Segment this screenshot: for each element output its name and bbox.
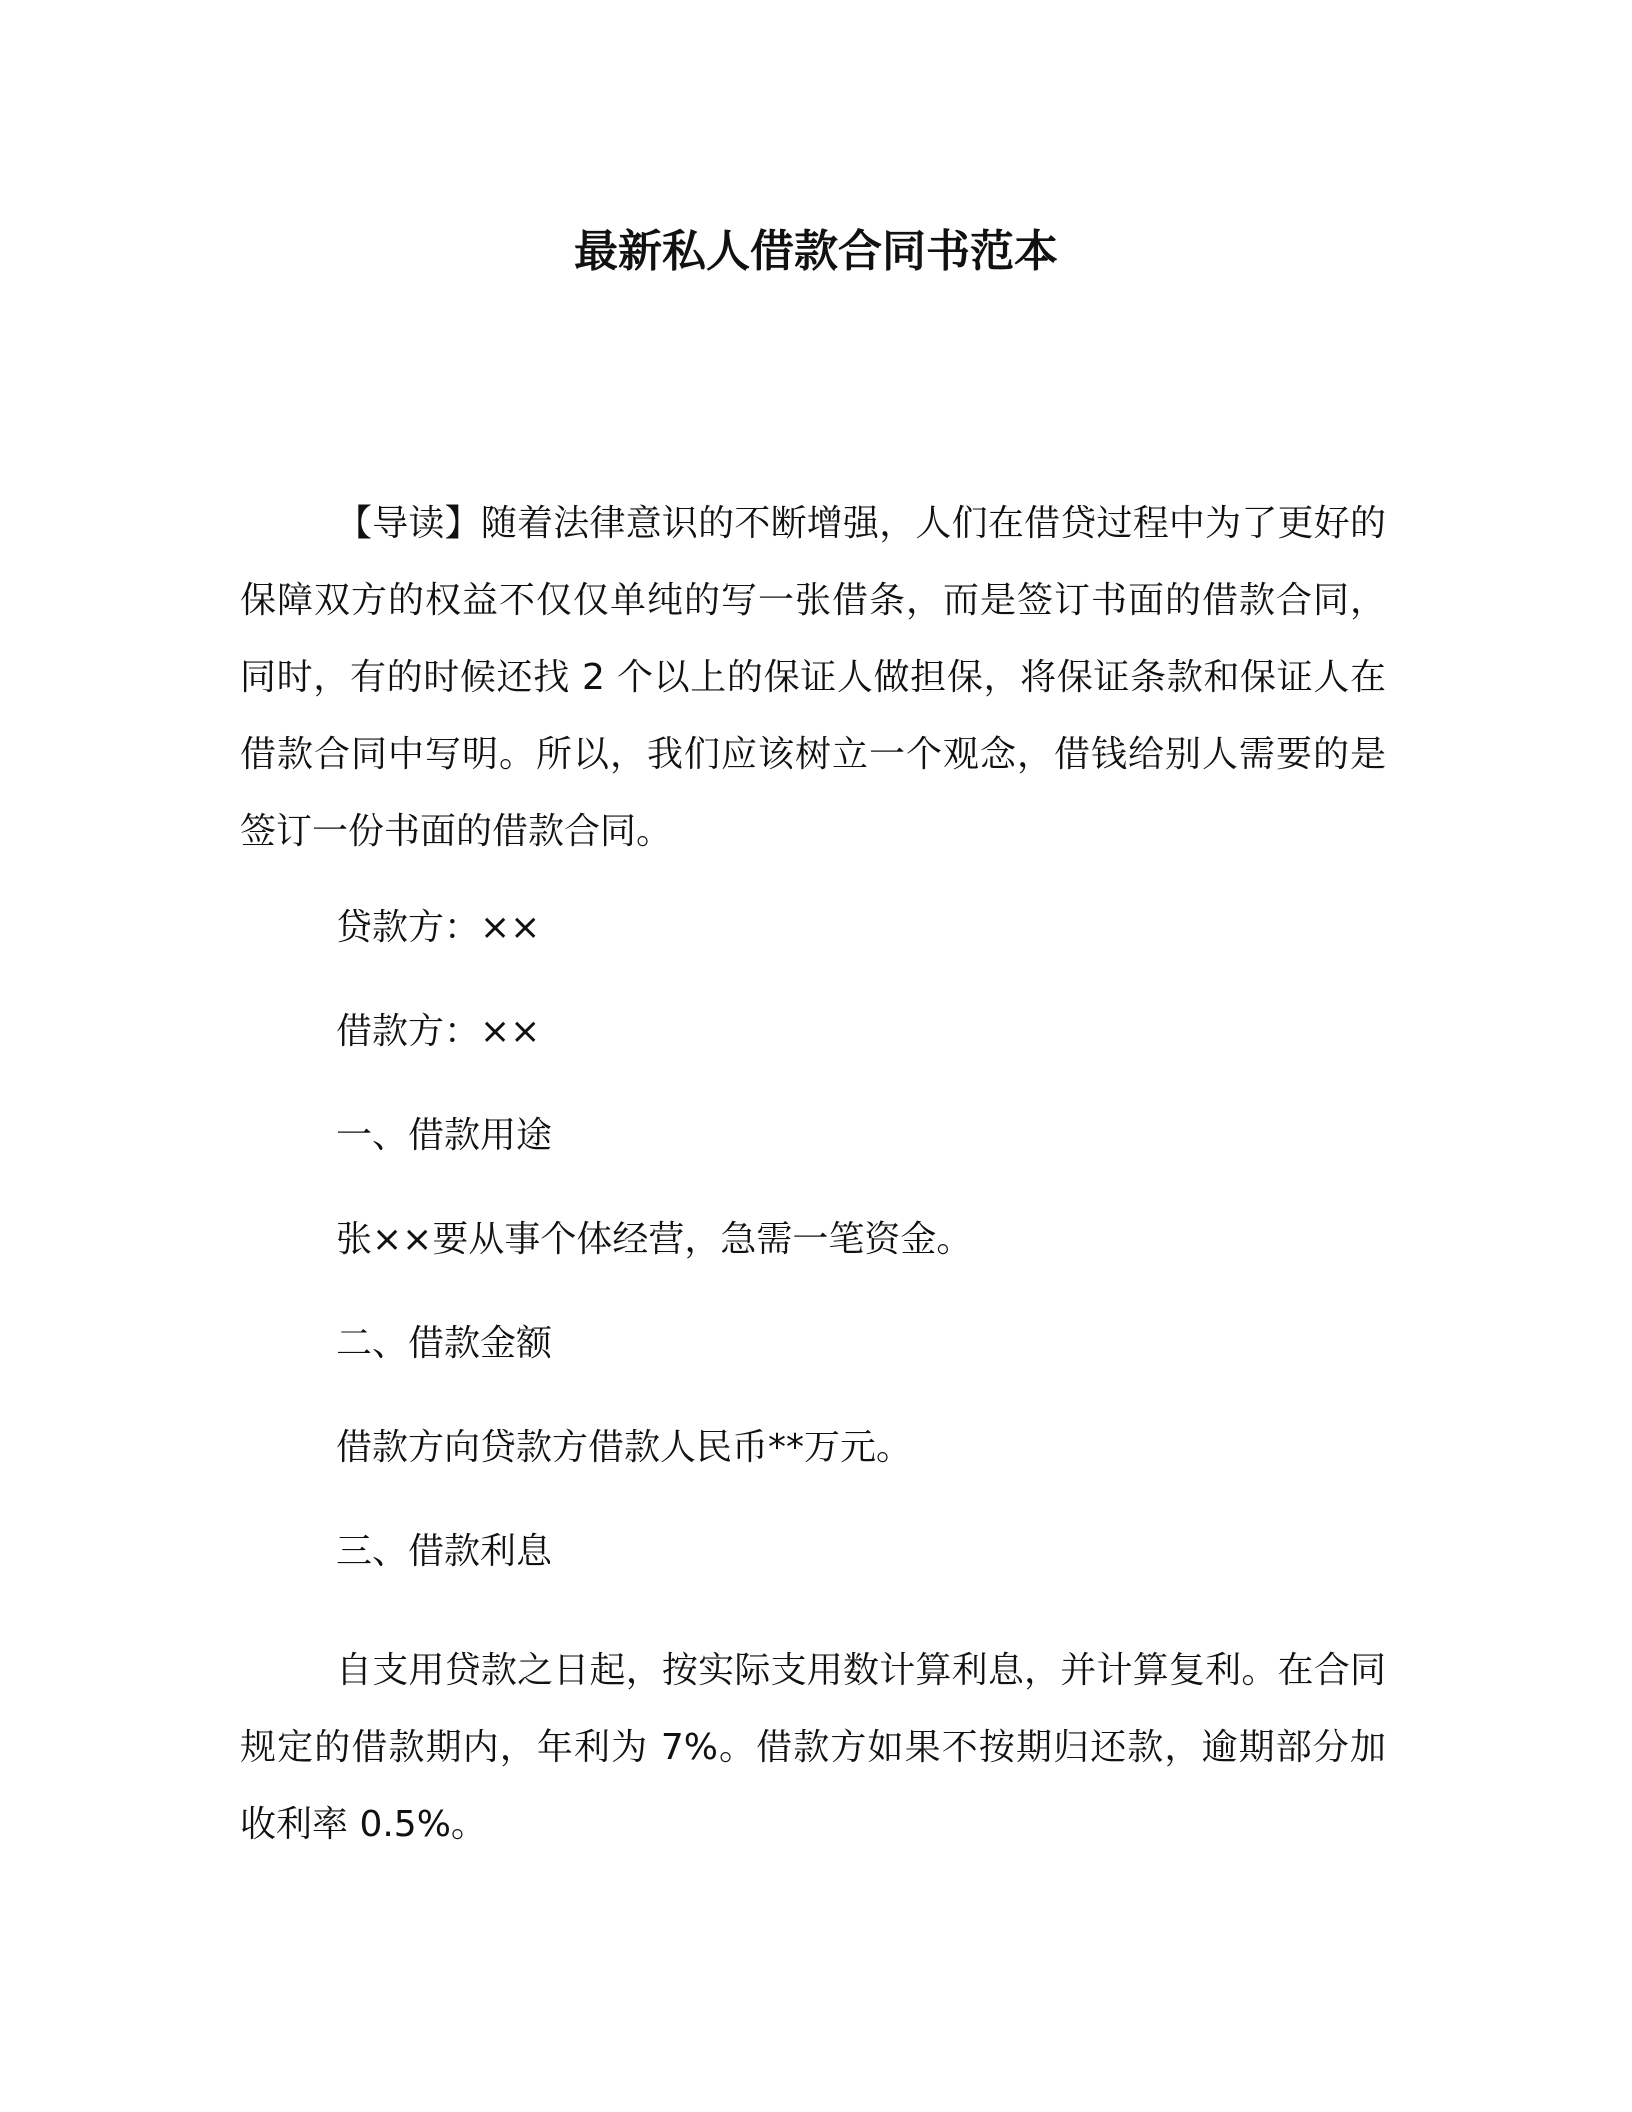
section-text-purpose: 张××要从事个体经营，急需一笔资金。 <box>336 1219 973 1260</box>
borrower-line: 借款方：×× <box>336 1011 541 1052</box>
parties-block <box>240 876 1386 1604</box>
section-text-interest: 自支用贷款之日起，按实际支用数计算利息，并计算复利。在合同规定的借款期内，年利为 7%。借款方如果不按期归还款，逾期部分加收利率 0.5%。 <box>240 1650 1386 1845</box>
document-body <box>240 485 1386 1863</box>
section-heading-interest: 三、借款利息 <box>336 1531 553 1572</box>
lender-line: 贷款方：×× <box>336 907 541 948</box>
section-heading-purpose: 一、借款用途 <box>336 1115 553 1156</box>
document-title: 最新私人借款合同书范本 <box>574 226 1058 277</box>
section-text-amount: 借款方向贷款方借款人民币**万元。 <box>336 1427 913 1468</box>
intro-paragraph: 【导读】随着法律意识的不断增强，人们在借贷过程中为了更好的保障双方的权益不仅仅单纯的写一张借条，而是签订书面的借款合同，同时，有的时候还找 2 个以上的保证人做担保，将保证条款和保证人在借款合同中写明。所以，我们应该树立一个观念，借钱给别人需要的是签订一份书面的借款合同。 <box>240 503 1386 852</box>
section-heading-amount: 二、借款金额 <box>336 1323 553 1364</box>
